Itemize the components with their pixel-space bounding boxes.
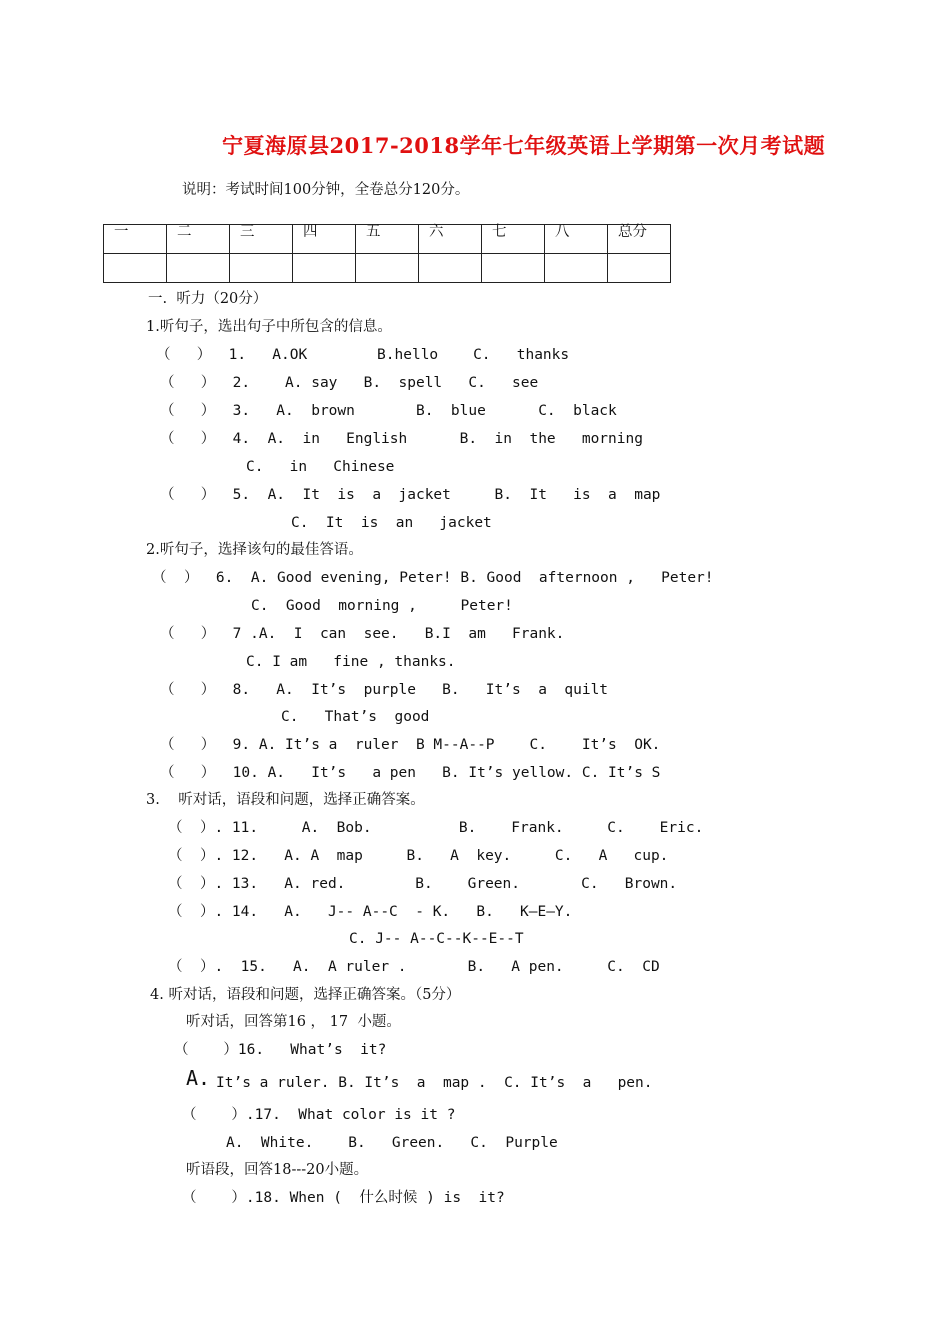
exam-title: 宁夏海原县2017-2018学年七年级英语上学期第一次月考试题 xyxy=(222,133,826,158)
section-heading: 一. 听力（20分） xyxy=(148,291,268,307)
score-cell xyxy=(167,254,230,283)
question-line: （ ）. 11. A. Bob. B. Frank. C. Eric. xyxy=(168,820,704,836)
score-header-cell: 二 xyxy=(167,225,230,254)
question-line: （ ）. 13. A. red. B. Green. C. Brown. xyxy=(168,876,678,892)
option-a-label-large: A. xyxy=(186,1066,211,1090)
section-heading: 2.听句子，选择该句的最佳答语。 xyxy=(146,542,363,558)
section-heading: 4. 听对话，语段和问题，选择正确答案。（5分） xyxy=(150,987,461,1003)
question-line: C. That’s good xyxy=(281,709,430,725)
score-header-cell: 六 xyxy=(419,225,482,254)
question-line: （ ）.18. When ( 什么时候 ) is it? xyxy=(182,1190,505,1206)
question-line: （ ） 8. A. It’s purple B. It’s a quilt xyxy=(160,682,609,698)
score-header-cell: 五 xyxy=(356,225,419,254)
question-line: （ ） 7 .A. I can see. B.I am Frank. xyxy=(160,626,565,642)
score-table-header-row xyxy=(104,225,671,254)
question-line: （ ）. 14. A. J-- A--C - K. B. K—E—Y. xyxy=(168,904,573,920)
question-line: C. I am fine , thanks. xyxy=(246,654,456,670)
section-heading: 听语段，回答18---20小题。 xyxy=(186,1162,369,1178)
section-heading: 1.听句子，选出句子中所包含的信息。 xyxy=(146,319,392,335)
question-line: C. It is an jacket xyxy=(291,515,492,531)
score-header-cell: 总分 xyxy=(608,225,671,254)
score-cell xyxy=(293,254,356,283)
score-cell xyxy=(608,254,671,283)
score-cell xyxy=(104,254,167,283)
score-header-cell: 七 xyxy=(482,225,545,254)
score-cell xyxy=(545,254,608,283)
question-line: （ ） 2. A. say B. spell C. see xyxy=(160,375,539,391)
question-line: （ ）16. What’s it? xyxy=(174,1042,387,1058)
score-header-cell: 八 xyxy=(545,225,608,254)
section-heading: 听对话，回答第16 ， 17 小题。 xyxy=(186,1014,401,1030)
section-heading: 3. 听对话，语段和问题，选择正确答案。 xyxy=(146,792,425,808)
question-line: （ ） 4. A. in English B. in the morning xyxy=(160,431,643,447)
question-line: （ ）.17. What color is it ? xyxy=(182,1107,456,1123)
exam-note: 说明：考试时间100分钟，全卷总分120分。 xyxy=(182,182,470,198)
question-line: （ ） 6. A. Good evening, Peter! B. Good afternoon , Peter! xyxy=(152,570,714,586)
question-line: （ ） 10. A. It’s a pen B. It’s yellow. C. It’s S xyxy=(160,765,661,781)
question-line: （ ）. 12. A. A map B. A key. C. A cup. xyxy=(168,848,669,864)
question-line: C. Good morning , Peter! xyxy=(251,598,513,614)
score-table-blank-row xyxy=(104,254,671,283)
score-cell xyxy=(482,254,545,283)
score-header-cell: 四 xyxy=(293,225,356,254)
score-cell xyxy=(419,254,482,283)
question-line: （ ） 3. A. brown B. blue C. black xyxy=(160,403,617,419)
score-header-cell: 三 xyxy=(230,225,293,254)
question-line: （ ）. 15. A. A ruler . B. A pen. C. CD xyxy=(168,959,660,975)
score-cell xyxy=(356,254,419,283)
question-line: A. White. B. Green. C. Purple xyxy=(226,1135,558,1151)
question-line: It’s a ruler. B. It’s a map . C. It’s a pen. xyxy=(216,1075,653,1091)
question-line: （ ） 1. A.OK B.hello C. thanks xyxy=(156,347,570,363)
question-line: （ ） 9. A. It’s a ruler B M--A--P C. It’s OK. xyxy=(160,737,661,753)
score-header-cell: 一 xyxy=(104,225,167,254)
question-line: C. in Chinese xyxy=(246,459,395,475)
question-line: C. J-- A--C--K--E--T xyxy=(349,931,524,947)
score-table xyxy=(103,224,671,283)
score-cell xyxy=(230,254,293,283)
question-line: （ ） 5. A. It is a jacket B. It is a map xyxy=(160,487,661,503)
